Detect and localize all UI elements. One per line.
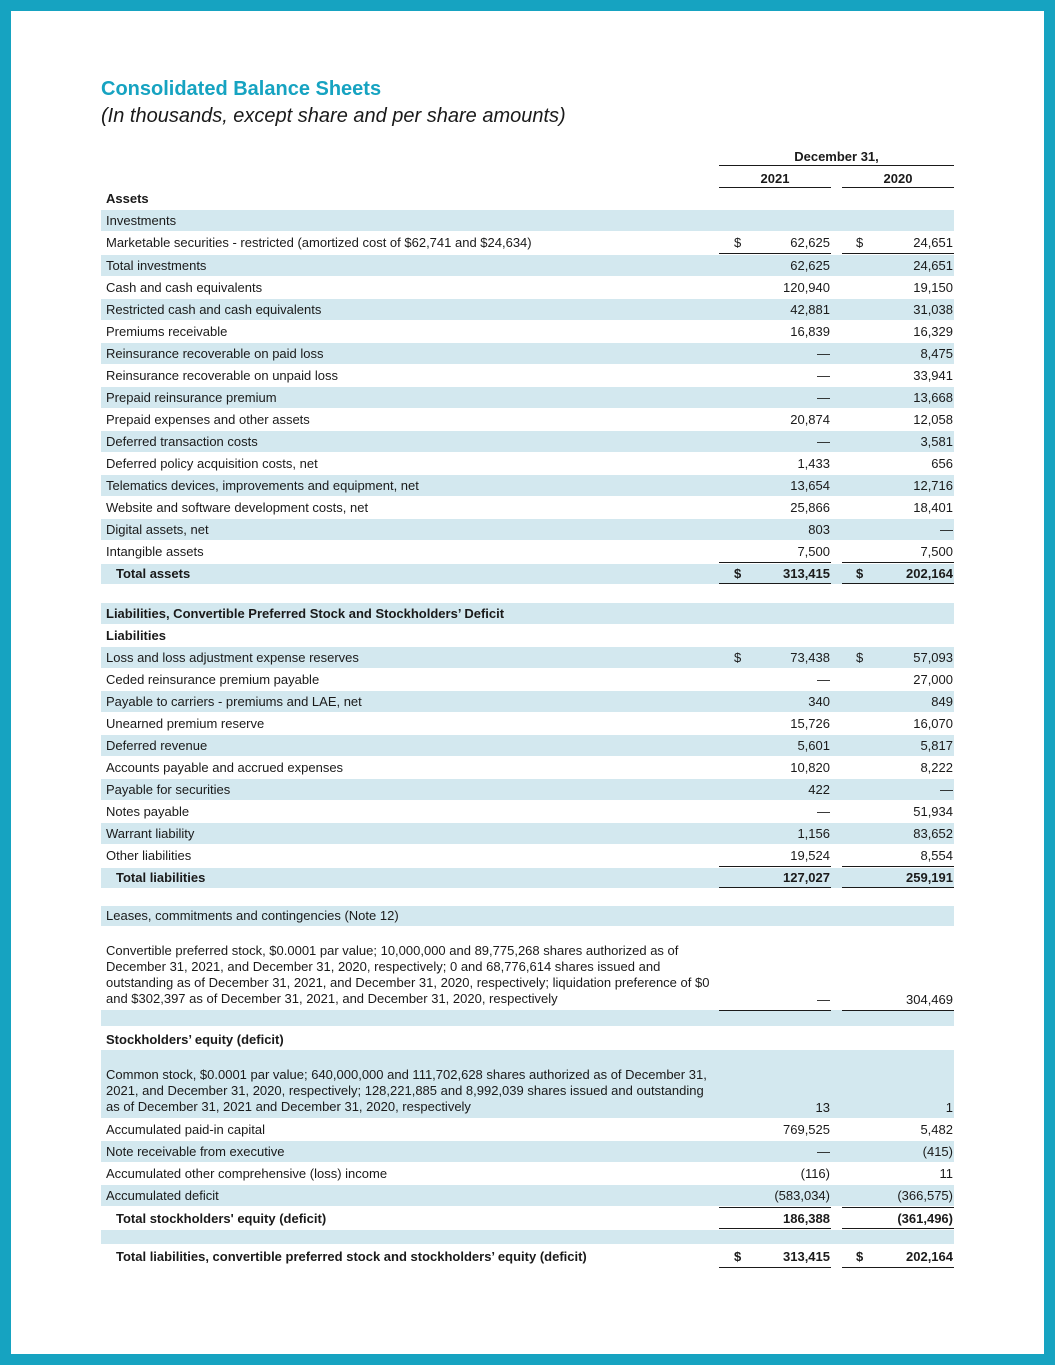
dollar-sign: $ bbox=[734, 566, 742, 581]
total-rule bbox=[842, 1010, 954, 1011]
value-2020: 5,482 bbox=[920, 1122, 953, 1137]
value-2020: 8,222 bbox=[920, 760, 953, 775]
value-2021: 20,874 bbox=[790, 412, 830, 427]
value-2021: 313,415 bbox=[783, 1249, 830, 1264]
value-2020: 12,716 bbox=[913, 478, 953, 493]
row-label: Payable for securities bbox=[106, 782, 231, 797]
value-2020: 849 bbox=[931, 694, 953, 709]
value-2020: 11 bbox=[939, 1166, 953, 1181]
dollar-sign: $ bbox=[856, 566, 864, 581]
row-total-investments bbox=[101, 255, 954, 276]
dollar-sign: $ bbox=[734, 235, 742, 250]
value-2020: 12,058 bbox=[913, 412, 953, 427]
section-stockholders-equity bbox=[101, 1029, 954, 1050]
row-label: Leases, commitments and contingencies (Note 12) bbox=[106, 908, 399, 923]
value-2020: — bbox=[940, 782, 953, 797]
row-total-liabilities-equity bbox=[101, 1246, 954, 1267]
value-2021: 186,388 bbox=[783, 1211, 830, 1226]
value-2020: 51,934 bbox=[913, 804, 953, 819]
section-assets bbox=[101, 193, 954, 209]
value-2021: 16,839 bbox=[790, 324, 830, 339]
column-2020-header: 2020 bbox=[883, 171, 913, 186]
column-2021-header: 2021 bbox=[760, 171, 790, 186]
total-rule bbox=[719, 562, 831, 563]
value-2020: 3,581 bbox=[920, 434, 953, 449]
value-2020: 13,668 bbox=[913, 390, 953, 405]
row-intangible-assets bbox=[101, 541, 954, 562]
value-2020: 24,651 bbox=[913, 258, 953, 273]
page-title: Consolidated Balance Sheets bbox=[101, 78, 382, 100]
row-unearned-premium bbox=[101, 713, 954, 734]
row-deferred-transaction bbox=[101, 431, 954, 452]
row-label: Ceded reinsurance premium payable bbox=[106, 672, 320, 687]
value-2021: 1,156 bbox=[797, 826, 830, 841]
row-prepaid-expenses bbox=[101, 409, 954, 430]
row-premiums-receivable bbox=[101, 321, 954, 342]
row-label: Loss and loss adjustment expense reserves bbox=[106, 650, 359, 665]
value-2021: — bbox=[817, 672, 830, 687]
dollar-sign: $ bbox=[734, 1249, 742, 1264]
row-payable-carriers bbox=[101, 691, 954, 712]
value-2021: 313,415 bbox=[783, 566, 830, 581]
value-2020: 202,164 bbox=[906, 566, 953, 581]
row-label: Premiums receivable bbox=[106, 324, 228, 339]
row-label: Digital assets, net bbox=[106, 522, 209, 537]
row-warrant-liability bbox=[101, 823, 954, 844]
value-2020: 18,401 bbox=[913, 500, 953, 515]
row-cash bbox=[101, 277, 954, 298]
value-2021: — bbox=[817, 992, 830, 1007]
row-investments bbox=[101, 210, 954, 231]
value-2020: 1 bbox=[945, 1100, 953, 1115]
row-label: Common stock, $0.0001 par value; 640,000,000 and 111,702,628 shares authorized as of December 31, 2021, and December 31, 2020, respectively; 128,221,885 and 8,992,039 shares issued and outstanding as of December 31, 2021 and December 31, 2020, respectively bbox=[106, 1067, 707, 1114]
row-label: Assets bbox=[106, 191, 149, 206]
row-telematics bbox=[101, 475, 954, 496]
row-label: Cash and cash equivalents bbox=[106, 280, 263, 295]
row-paid-in-capital bbox=[101, 1119, 954, 1140]
row-label: Telematics devices, improvements and equipment, net bbox=[106, 478, 419, 493]
section-liabilities-header bbox=[101, 603, 954, 624]
value-2020: (415) bbox=[922, 1144, 953, 1159]
value-2020: 16,070 bbox=[913, 716, 953, 731]
row-label: Total stockholders' equity (deficit) bbox=[116, 1211, 327, 1226]
value-2020: (361,496) bbox=[897, 1211, 953, 1226]
value-2020: — bbox=[940, 522, 953, 537]
page-subtitle: (In thousands, except share and per share amounts) bbox=[101, 105, 566, 127]
spacer-row bbox=[101, 1010, 954, 1026]
header-rule bbox=[719, 165, 954, 166]
row-common-stock bbox=[101, 1050, 954, 1118]
row-label: Marketable securities - restricted (amortized cost of $62,741 and $24,634) bbox=[106, 235, 532, 250]
value-2021: — bbox=[817, 368, 830, 383]
value-2020: 19,150 bbox=[913, 280, 953, 295]
value-2021: (583,034) bbox=[774, 1188, 830, 1203]
period-header: December 31, bbox=[794, 149, 879, 164]
row-leases bbox=[101, 906, 954, 926]
row-label: Liabilities bbox=[106, 628, 166, 643]
row-reinsurance-paid bbox=[101, 343, 954, 364]
value-2020: 304,469 bbox=[906, 992, 953, 1007]
value-2021: 25,866 bbox=[790, 500, 830, 515]
value-2020: 5,817 bbox=[920, 738, 953, 753]
row-marketable-securities bbox=[101, 232, 954, 253]
row-website bbox=[101, 497, 954, 518]
total-rule bbox=[719, 866, 831, 867]
row-accounts-payable bbox=[101, 757, 954, 778]
value-2021: 1,433 bbox=[797, 456, 830, 471]
double-rule bbox=[842, 887, 954, 888]
value-2020: 656 bbox=[931, 456, 953, 471]
row-convertible-preferred bbox=[101, 944, 954, 1010]
value-2021: 769,525 bbox=[783, 1122, 830, 1137]
spacer-row bbox=[101, 1230, 954, 1244]
value-2021: 340 bbox=[808, 694, 830, 709]
value-2021: 42,881 bbox=[790, 302, 830, 317]
value-2021: — bbox=[817, 390, 830, 405]
row-label: Website and software development costs, net bbox=[106, 500, 369, 515]
value-2020: 83,652 bbox=[913, 826, 953, 841]
value-2020: 8,554 bbox=[920, 848, 953, 863]
value-2020: 16,329 bbox=[913, 324, 953, 339]
value-2021: 127,027 bbox=[783, 870, 830, 885]
row-label: Payable to carriers - premiums and LAE, net bbox=[106, 694, 362, 709]
row-label: Accumulated other comprehensive (loss) income bbox=[106, 1166, 388, 1181]
subtotal-rule bbox=[842, 253, 954, 254]
value-2020: 24,651 bbox=[913, 235, 953, 250]
column-2020-rule bbox=[842, 187, 954, 188]
double-rule bbox=[842, 1228, 954, 1229]
row-label: Accounts payable and accrued expenses bbox=[106, 760, 344, 775]
dollar-sign: $ bbox=[856, 1249, 864, 1264]
row-label: Unearned premium reserve bbox=[106, 716, 265, 731]
row-label: Warrant liability bbox=[106, 826, 195, 841]
double-rule bbox=[842, 583, 954, 584]
row-label: Total liabilities, convertible preferred stock and stockholders’ equity (deficit) bbox=[116, 1249, 587, 1264]
row-label: Accumulated paid-in capital bbox=[106, 1122, 265, 1137]
row-label: Investments bbox=[106, 213, 177, 228]
row-note-receivable bbox=[101, 1141, 954, 1162]
row-label: Deferred transaction costs bbox=[106, 434, 258, 449]
value-2021: 120,940 bbox=[783, 280, 830, 295]
double-rule bbox=[719, 1267, 831, 1268]
row-payable-securities bbox=[101, 779, 954, 800]
row-aoci bbox=[101, 1163, 954, 1184]
row-label: Note receivable from executive bbox=[106, 1144, 285, 1159]
row-restricted-cash bbox=[101, 299, 954, 320]
row-total-liabilities bbox=[101, 868, 954, 888]
double-rule bbox=[719, 887, 831, 888]
value-2020: (366,575) bbox=[897, 1188, 953, 1203]
row-label: Total liabilities bbox=[116, 870, 206, 885]
value-2020: 259,191 bbox=[906, 870, 953, 885]
double-rule bbox=[719, 583, 831, 584]
value-2020: 7,500 bbox=[920, 544, 953, 559]
row-deferred-policy bbox=[101, 453, 954, 474]
total-rule bbox=[719, 1010, 831, 1011]
value-2021: — bbox=[817, 434, 830, 449]
value-2021: 13,654 bbox=[790, 478, 830, 493]
row-label: Prepaid expenses and other assets bbox=[106, 412, 310, 427]
section-liabilities bbox=[101, 625, 954, 646]
dollar-sign: $ bbox=[856, 235, 864, 250]
double-rule bbox=[842, 1267, 954, 1268]
value-2021: 15,726 bbox=[790, 716, 830, 731]
row-deferred-revenue bbox=[101, 735, 954, 756]
row-label: Reinsurance recoverable on unpaid loss bbox=[106, 368, 338, 383]
value-2020: 31,038 bbox=[913, 302, 953, 317]
row-label: Convertible preferred stock, $0.0001 par value; 10,000,000 and 89,775,268 shares authorized as of December 31, 2021, and December 31, 2020, respectively; 0 and 68,776,614 shares issued and outstanding as of December 31, 2021, and December 31, 2020, respectively; liquidation preference of $0 and $302,397 as of December 31, 2021, and December 31, 2020, respectively bbox=[106, 943, 710, 1006]
value-2020: 27,000 bbox=[913, 672, 953, 687]
row-label: Stockholders’ equity (deficit) bbox=[106, 1032, 284, 1047]
value-2021: 5,601 bbox=[797, 738, 830, 753]
total-rule bbox=[842, 562, 954, 563]
dollar-sign: $ bbox=[734, 650, 742, 665]
value-2021: 62,625 bbox=[790, 258, 830, 273]
subtotal-rule bbox=[719, 253, 831, 254]
row-label: Notes payable bbox=[106, 804, 190, 819]
value-2021: 7,500 bbox=[797, 544, 830, 559]
value-2021: 803 bbox=[808, 522, 830, 537]
value-2021: — bbox=[817, 804, 830, 819]
value-2020: 8,475 bbox=[920, 346, 953, 361]
value-2021: — bbox=[817, 1144, 830, 1159]
row-total-stockholders-equity bbox=[101, 1208, 954, 1229]
row-label: Prepaid reinsurance premium bbox=[106, 390, 277, 405]
row-ceded-reinsurance bbox=[101, 669, 954, 690]
row-label: Other liabilities bbox=[106, 848, 192, 863]
dollar-sign: $ bbox=[856, 650, 864, 665]
row-reinsurance-unpaid bbox=[101, 365, 954, 386]
value-2021: 13 bbox=[815, 1100, 830, 1115]
value-2020: 33,941 bbox=[913, 368, 953, 383]
value-2021: 10,820 bbox=[790, 760, 830, 775]
row-label: Total assets bbox=[116, 566, 191, 581]
row-label: Restricted cash and cash equivalents bbox=[106, 302, 322, 317]
value-2021: 422 bbox=[808, 782, 830, 797]
row-prepaid-reinsurance bbox=[101, 387, 954, 408]
value-2021: 73,438 bbox=[790, 650, 830, 665]
value-2021: 62,625 bbox=[790, 235, 830, 250]
row-total-assets bbox=[101, 564, 954, 584]
row-notes-payable bbox=[101, 801, 954, 822]
total-rule bbox=[842, 866, 954, 867]
row-digital-assets bbox=[101, 519, 954, 540]
value-2021: 19,524 bbox=[790, 848, 830, 863]
value-2020: 202,164 bbox=[906, 1249, 953, 1264]
value-2021: — bbox=[817, 346, 830, 361]
row-label: Liabilities, Convertible Preferred Stock and Stockholders’ Deficit bbox=[106, 606, 505, 621]
row-accumulated-deficit bbox=[101, 1185, 954, 1206]
value-2021: (116) bbox=[800, 1166, 830, 1181]
row-label: Deferred policy acquisition costs, net bbox=[106, 456, 318, 471]
row-label: Intangible assets bbox=[106, 544, 204, 559]
double-rule bbox=[719, 1228, 831, 1229]
row-label: Reinsurance recoverable on paid loss bbox=[106, 346, 324, 361]
row-other-liabilities bbox=[101, 845, 954, 866]
value-2020: 57,093 bbox=[913, 650, 953, 665]
column-2021-rule bbox=[719, 187, 831, 188]
row-label: Deferred revenue bbox=[106, 738, 208, 753]
row-label: Accumulated deficit bbox=[106, 1188, 219, 1203]
row-label: Total investments bbox=[106, 258, 207, 273]
row-loss-reserves bbox=[101, 647, 954, 668]
